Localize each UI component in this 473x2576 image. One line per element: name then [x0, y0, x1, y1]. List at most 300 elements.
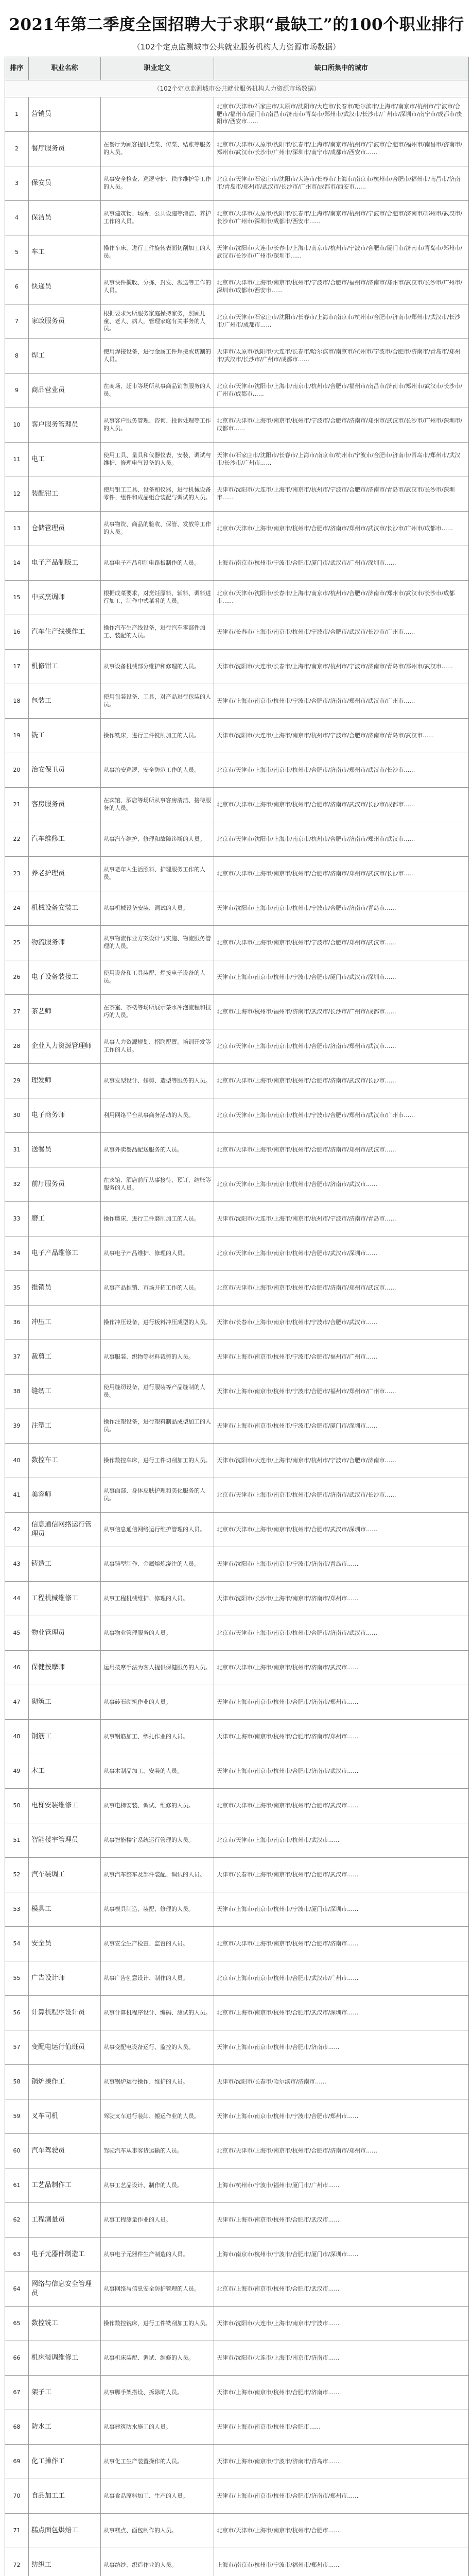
rank-cell: 25 [5, 926, 29, 960]
shortage-cities-cell: 北京市/天津市/上海市/南京市/杭州市/宁波市/合肥市/郑州市/武汉市…… [214, 926, 469, 960]
rank-cell: 6 [5, 270, 29, 304]
table-row [5, 512, 469, 546]
header-cities: 缺口所集中的城市 [214, 57, 469, 80]
occupation-name-cell: 安全员 [29, 1927, 101, 1961]
occupation-definition-cell: 从事外卖餐品配送服务的人员。 [101, 1133, 214, 1167]
shortage-cities-cell: 北京市/天津市/上海市/南京市/杭州市/宁波市/合肥市/济南市/郑州市/武汉市/长沙市/广州市/深圳市/成都市…… [214, 408, 469, 443]
rank-cell: 50 [5, 1789, 29, 1823]
occupation-name-cell: 机修钳工 [29, 650, 101, 684]
table-row [5, 1892, 469, 1927]
rank-cell: 67 [5, 2376, 29, 2410]
occupation-definition-cell: 根据成菜要求，对烹饪原料、辅料、调料进行加工，制作中式菜肴的人员。 [101, 581, 214, 615]
rank-cell: 23 [5, 857, 29, 891]
occupation-name-cell: 电子元器件制造工 [29, 2238, 101, 2272]
occupation-name-cell: 焊工 [29, 339, 101, 374]
shortage-cities-cell: 天津市/上海市/南京市/杭州市/合肥市/济南市/郑州市…… [214, 1685, 469, 1720]
rank-cell: 51 [5, 1823, 29, 1858]
occupation-name-cell: 架子工 [29, 2376, 101, 2410]
occupation-definition-cell: 从事纺纱、织造作业的人员。 [101, 2548, 214, 2576]
occupation-name-cell: 变配电运行值班员 [29, 2030, 101, 2065]
occupation-name-cell: 客户服务管理员 [29, 408, 101, 443]
occupation-definition-cell: 从事工艺品设计、制作的人员。 [101, 2168, 214, 2203]
occupation-definition-cell: 在商场、超市等场所从事商品销售服务的人员。 [101, 374, 214, 408]
occupation-name-cell: 养老护理员 [29, 857, 101, 891]
table-row [5, 1961, 469, 1996]
table-row [5, 1409, 469, 1444]
occupation-name-cell: 模具工 [29, 1892, 101, 1927]
shortage-cities-cell: 北京市/天津市/上海市/南京市/杭州市/合肥市/济南市/武汉市/长沙市…… [214, 1478, 469, 1513]
shortage-cities-cell: 北京市/天津市/上海市/南京市/杭州市/合肥市/武汉市…… [214, 1789, 469, 1823]
shortage-cities-cell: 北京市/天津市/上海市/南京市/杭州市/合肥市/武汉市/深圳市…… [214, 1513, 469, 1547]
table-row [5, 788, 469, 822]
occupation-definition-cell: 从事快件揽收、分拣、封发、派送等工作的人员。 [101, 270, 214, 304]
occupation-name-cell: 钢筋工 [29, 1720, 101, 1754]
rank-cell: 39 [5, 1409, 29, 1444]
table-row [5, 1133, 469, 1167]
occupation-name-cell: 茶艺师 [29, 995, 101, 1029]
shortage-cities-cell: 北京市/天津市/沈阳市/长春市/上海市/南京市/杭州市/合肥市/济南市/郑州市/武汉市/长沙市/成都市…… [214, 581, 469, 615]
occupation-definition-cell: 从事建筑防水施工的人员。 [101, 2410, 214, 2445]
occupation-name-cell: 智能楼宇管理员 [29, 1823, 101, 1858]
table-row [5, 339, 469, 374]
occupation-definition-cell: 操作铣床，进行工件铣削加工的人员。 [101, 719, 214, 753]
occupation-definition-cell: 从事铸型制作、金属熔炼浇注的人员。 [101, 1547, 214, 1582]
shortage-cities-cell: 北京市/天津市/上海市/南京市/杭州市/济南市/武汉市…… [214, 1651, 469, 1685]
shortage-cities-cell: 北京市/天津市/上海市/南京市/杭州市/合肥市/济南市/武汉市…… [214, 1616, 469, 1651]
table-row [5, 2548, 469, 2576]
occupation-definition-cell: 从事物业管理服务的人员。 [101, 1616, 214, 1651]
rank-cell: 22 [5, 822, 29, 857]
table-row [5, 1340, 469, 1375]
occupation-definition-cell: 利用网络平台从事商务活动的人员。 [101, 1098, 214, 1133]
rank-cell: 70 [5, 2479, 29, 2514]
rank-cell: 30 [5, 1098, 29, 1133]
rank-cell: 62 [5, 2203, 29, 2238]
occupation-definition-cell: 从事食品原料加工、生产的人员。 [101, 2479, 214, 2514]
shortage-cities-cell: 天津市/上海市/南京市/杭州市/宁波市/合肥市/济南市/郑州市/武汉市/广州市…… [214, 684, 469, 719]
occupation-name-cell: 美容师 [29, 1478, 101, 1513]
occupation-definition-cell: 从事锅炉运行操作、维护的人员。 [101, 2065, 214, 2099]
occupation-name-cell: 餐厅服务员 [29, 132, 101, 166]
table-row [5, 97, 469, 132]
occupation-definition-cell: 从事电子元器件生产制造的人员。 [101, 2238, 214, 2272]
table-row [5, 2307, 469, 2341]
occupation-definition-cell: 使用缝纫设备，进行服装等产品缝制的人员。 [101, 1375, 214, 1409]
shortage-cities-cell: 天津市/太原市/沈阳市/大连市/长春市/哈尔滨市/南京市/杭州市/宁波市/合肥市/济南市/青岛市/郑州市/武汉市/长沙市/广州市/成都市…… [214, 339, 469, 374]
rank-cell: 53 [5, 1892, 29, 1927]
occupation-definition-cell [101, 97, 214, 132]
shortage-cities-cell: 北京市/天津市/上海市/南京市/杭州市/合肥市/济南市…… [214, 1927, 469, 1961]
rank-cell: 7 [5, 304, 29, 339]
rank-cell: 12 [5, 477, 29, 512]
rank-cell: 29 [5, 1064, 29, 1098]
shortage-cities-cell: 北京市/上海市/南京市/杭州市/合肥市/武汉市/广州市…… [214, 1961, 469, 1996]
occupation-name-cell: 数控铣工 [29, 2307, 101, 2341]
shortage-cities-cell: 北京市/天津市/上海市/南京市/杭州市/合肥市/济南市/武汉市/长沙市…… [214, 1064, 469, 1098]
table-row [5, 1513, 469, 1547]
shortage-cities-cell: 天津市/沈阳市/上海市/南京市/杭州市/宁波市/合肥市/济南市/青岛市…… [214, 891, 469, 926]
occupation-name-cell: 裁剪工 [29, 1340, 101, 1375]
shortage-cities-cell: 北京市/天津市/上海市/南京市/杭州市/合肥市/济南市/郑州市/武汉市/长沙市…… [214, 753, 469, 788]
header-rank: 排序 [5, 57, 29, 80]
shortage-cities-cell: 天津市/上海市/南京市/杭州市/宁波市/合肥市/郑州市…… [214, 2099, 469, 2134]
occupation-definition-cell: 使用设备和工具装配、焊接电子设备的人员。 [101, 960, 214, 995]
occupation-name-cell: 机械设备安装工 [29, 891, 101, 926]
shortage-cities-cell: 天津市/沈阳市/大连市/上海市/南京市/杭州市/宁波市/合肥市/济南市…… [214, 1444, 469, 1478]
shortage-cities-cell: 北京市/天津市/上海市/南京市/杭州市/合肥市/济南市/武汉市/长沙市/成都市…… [214, 788, 469, 822]
shortage-cities-cell: 北京市/天津市/上海市/南京市/杭州市/合肥市/济南市/郑州市…… [214, 2134, 469, 2168]
shortage-cities-cell: 北京市/天津市/石家庄市/太原市/沈阳市/大连市/长春市/哈尔滨市/上海市/南京市/杭州市/宁波市/合肥市/福州市/厦门市/南昌市/济南市/青岛市/郑州市/武汉市/长沙市/广州市/深圳市/南宁市/成都市/贵阳市/西安市…… [214, 97, 469, 132]
rank-cell: 60 [5, 2134, 29, 2168]
occupation-definition-cell: 从事脚手架搭设、拆除的人员。 [101, 2376, 214, 2410]
page-title: 2021年第二季度全国招聘大于求职“最缺工”的100个职业排行 [9, 15, 464, 34]
occupation-name-cell: 汽车维修工 [29, 822, 101, 857]
occupation-definition-cell: 从事物资、商品的验收、保管、发放等工作的人员。 [101, 512, 214, 546]
rank-cell: 1 [5, 97, 29, 132]
shortage-cities-cell: 天津市/沈阳市/长沙市/上海市/南京市/济南市/郑州市…… [214, 1582, 469, 1616]
occupation-definition-cell: 从事砖石砌筑作业的人员。 [101, 1685, 214, 1720]
occupation-definition-cell: 从事面部、身体皮肤护理和美化服务的人员。 [101, 1478, 214, 1513]
rank-cell: 26 [5, 960, 29, 995]
shortage-cities-cell: 北京市/天津市/上海市/南京市/杭州市/合肥市/济南市/郑州市/武汉市…… [214, 1133, 469, 1167]
occupation-name-cell: 理发师 [29, 1064, 101, 1098]
occupation-definition-cell: 从事模具制造、装配、修理的人员。 [101, 1892, 214, 1927]
rank-cell: 13 [5, 512, 29, 546]
occupation-definition-cell: 从事物流作业方案设计与实施、物流服务管理的人员。 [101, 926, 214, 960]
rank-cell: 24 [5, 891, 29, 926]
rank-cell: 43 [5, 1547, 29, 1582]
occupation-definition-cell: 在茶室、茶楼等场所展示茶水冲泡流程和技巧的人员。 [101, 995, 214, 1029]
table-row [5, 1444, 469, 1478]
occupation-name-cell: 物业管理员 [29, 1616, 101, 1651]
shortage-cities-cell: 上海市/南京市/杭州市/宁波市/合肥市/厦门市/深圳市…… [214, 2238, 469, 2272]
rank-cell: 34 [5, 1236, 29, 1271]
occupation-definition-cell: 操作数控车床，进行工件切削加工的人员。 [101, 1444, 214, 1478]
shortage-cities-cell: 北京市/天津市/太原市/沈阳市/长春市/上海市/南京市/杭州市/宁波市/合肥市/济南市/郑州市/武汉市/长沙市/广州市/深圳市/成都市/西安市…… [214, 201, 469, 235]
occupation-definition-cell: 使用焊接设备，进行金属工件焊接或切割的人员。 [101, 339, 214, 374]
rank-cell: 28 [5, 1029, 29, 1064]
table-row [5, 1720, 469, 1754]
occupation-name-cell: 企业人力资源管理师 [29, 1029, 101, 1064]
table-row [5, 2514, 469, 2548]
occupation-definition-cell: 从事安全生产检查、监督的人员。 [101, 1927, 214, 1961]
table-row [5, 443, 469, 477]
shortage-cities-cell: 天津市/上海市/南京市/杭州市/合肥市/武汉市…… [214, 2203, 469, 2238]
rank-cell: 44 [5, 1582, 29, 1616]
table-row [5, 1306, 469, 1340]
table-row [5, 719, 469, 753]
occupation-name-cell: 电工 [29, 443, 101, 477]
rank-cell: 54 [5, 1927, 29, 1961]
shortage-cities-cell: 北京市/天津市/上海市/南京市/杭州市/合肥市/济南市/郑州市/武汉市/长沙市…… [214, 857, 469, 891]
table-row [5, 132, 469, 166]
occupation-definition-cell: 从事网络与信息安全防护管理的人员。 [101, 2272, 214, 2307]
rank-cell: 8 [5, 339, 29, 374]
rank-cell: 63 [5, 2238, 29, 2272]
table-row [5, 1064, 469, 1098]
occupation-name-cell: 冲压工 [29, 1306, 101, 1340]
occupation-definition-cell: 从事治安巡逻、安全防范工作的人员。 [101, 753, 214, 788]
table-row [5, 1271, 469, 1306]
shortage-cities-cell: 天津市/上海市/南京市/杭州市/合肥市/济南市…… [214, 2376, 469, 2410]
shortage-cities-cell: 天津市/上海市/南京市/杭州市/合肥市/济南市/武汉市…… [214, 1754, 469, 1789]
table-row [5, 2479, 469, 2514]
rank-cell: 46 [5, 1651, 29, 1685]
shortage-cities-cell: 天津市/沈阳市/大连市/长春市/上海市/南京市/杭州市/宁波市/济南市/青岛市/郑州市/武汉市…… [214, 650, 469, 684]
table-row [5, 374, 469, 408]
rank-cell: 14 [5, 546, 29, 581]
shortage-cities-cell: 北京市/天津市/太原市/沈阳市/长春市/上海市/南京市/杭州市/宁波市/合肥市/福州市/南昌市/济南市/郑州市/武汉市/长沙市/广州市/深圳市/南宁市/成都市/西安市…… [214, 132, 469, 166]
table-row [5, 1478, 469, 1513]
table-row [5, 1754, 469, 1789]
table-row [5, 2099, 469, 2134]
shortage-cities-cell: 天津市/沈阳市/大连市/上海市/南京市/济南市…… [214, 2341, 469, 2376]
table-row [5, 408, 469, 443]
occupation-name-cell: 化工操作工 [29, 2445, 101, 2479]
occupation-definition-cell: 在宾馆、酒店等场所从事客房清洁、接待服务的人员。 [101, 788, 214, 822]
occupation-definition-cell: 操作汽车生产线设备，进行汽车零部件加工、装配的人员。 [101, 615, 214, 650]
occupation-definition-cell: 操作数控铣床，进行工件铣削加工的人员。 [101, 2307, 214, 2341]
rank-cell: 16 [5, 615, 29, 650]
occupation-name-cell: 木工 [29, 1754, 101, 1789]
rank-cell: 52 [5, 1858, 29, 1892]
occupation-definition-cell: 在餐厅为顾客提供点菜、传菜、结账等服务的人员。 [101, 132, 214, 166]
rank-cell: 48 [5, 1720, 29, 1754]
rank-cell: 69 [5, 2445, 29, 2479]
occupation-name-cell: 工程机械维修工 [29, 1582, 101, 1616]
table-row [5, 995, 469, 1029]
rank-cell: 66 [5, 2341, 29, 2376]
table-row [5, 2168, 469, 2203]
occupation-name-cell: 保安员 [29, 166, 101, 201]
rank-cell: 2 [5, 132, 29, 166]
occupation-name-cell: 广告设计师 [29, 1961, 101, 1996]
table-row [5, 166, 469, 201]
rank-cell: 64 [5, 2272, 29, 2307]
rank-cell: 41 [5, 1478, 29, 1513]
rank-cell: 57 [5, 2030, 29, 2065]
rank-cell: 17 [5, 650, 29, 684]
occupation-name-cell: 食品加工工 [29, 2479, 101, 2514]
occupation-definition-cell: 从事人力资源规划、招聘配置、培训开发等工作的人员。 [101, 1029, 214, 1064]
occupation-name-cell: 推销员 [29, 1271, 101, 1306]
shortage-cities-cell: 天津市/上海市/南京市/杭州市/宁波市/合肥市/厦门市/深圳市…… [214, 1409, 469, 1444]
table-row [5, 857, 469, 891]
occupation-name-cell: 纺织工 [29, 2548, 101, 2576]
occupation-name-cell: 磨工 [29, 1202, 101, 1236]
table-row [5, 1996, 469, 2030]
rank-cell: 18 [5, 684, 29, 719]
shortage-cities-cell: 北京市/天津市/沈阳市/上海市/南京市/杭州市/合肥市/济南市/郑州市/武汉市…… [214, 822, 469, 857]
occupation-name-cell: 物流服务师 [29, 926, 101, 960]
header-definition: 职业定义 [101, 57, 214, 80]
table-row [5, 2065, 469, 2099]
table-row [5, 546, 469, 581]
occupation-name-cell: 锅炉操作工 [29, 2065, 101, 2099]
occupation-name-cell: 保健按摩师 [29, 1651, 101, 1685]
occupation-name-cell: 送餐员 [29, 1133, 101, 1167]
occupation-definition-cell: 从事汽车整车及部件装配、调试的人员。 [101, 1858, 214, 1892]
table-row [5, 581, 469, 615]
table-row [5, 1029, 469, 1064]
shortage-cities-cell: 天津市/上海市/南京市/杭州市/合肥市/济南市/郑州市…… [214, 1720, 469, 1754]
occupation-definition-cell: 从事设备机械部分维护和修理的人员。 [101, 650, 214, 684]
occupation-definition-cell: 根据要求为所服务家庭操持家务，照顾儿童、老人、病人，管理家庭有关事务的人员。 [101, 304, 214, 339]
shortage-cities-cell: 北京市/天津市/石家庄市/沈阳市/长春市/上海市/南京市/杭州市/合肥市/济南市/郑州市/武汉市/长沙市/广州市/成都市…… [214, 304, 469, 339]
rank-cell: 11 [5, 443, 29, 477]
occupation-definition-cell: 从事机械设备安装、调试的人员。 [101, 891, 214, 926]
rank-cell: 21 [5, 788, 29, 822]
shortage-cities-cell: 上海市/南京市/杭州市/宁波市/福州市/郑州市…… [214, 2548, 469, 2576]
table-row [5, 1167, 469, 1202]
occupation-name-cell: 计算机程序设计员 [29, 1996, 101, 2030]
table-row [5, 1927, 469, 1961]
table-row [5, 1789, 469, 1823]
shortage-cities-cell: 天津市/石家庄市/沈阳市/长春市/上海市/南京市/杭州市/宁波市/合肥市/济南市/青岛市/郑州市/武汉市/长沙市/广州市…… [214, 443, 469, 477]
occupation-name-cell: 铣工 [29, 719, 101, 753]
rank-cell: 59 [5, 2099, 29, 2134]
occupation-name-cell: 汽车生产线操作工 [29, 615, 101, 650]
header-occupation: 职业名称 [29, 57, 101, 80]
rank-cell: 27 [5, 995, 29, 1029]
occupation-definition-cell: 从事钢筋加工、绑扎作业的人员。 [101, 1720, 214, 1754]
rank-cell: 31 [5, 1133, 29, 1167]
rank-cell: 42 [5, 1513, 29, 1547]
occupation-name-cell: 前厅服务员 [29, 1167, 101, 1202]
occupation-name-cell: 缝纫工 [29, 1375, 101, 1409]
table-row [5, 235, 469, 270]
rank-cell: 15 [5, 581, 29, 615]
occupation-name-cell: 电子设备装接工 [29, 960, 101, 995]
occupation-name-cell: 仓储管理员 [29, 512, 101, 546]
shortage-cities-cell: 上海市/杭州市/宁波市/福州市/厦门市/广州市…… [214, 2168, 469, 2203]
occupation-definition-cell: 从事糕点、面包制作的人员。 [101, 2514, 214, 2548]
occupation-definition-cell: 从事安全检查、巡逻守护、秩序维护等工作的人员。 [101, 166, 214, 201]
shortage-cities-cell: 天津市/上海市/南京市/杭州市/合肥市/济南市…… [214, 2030, 469, 2065]
occupation-name-cell: 治安保卫员 [29, 753, 101, 788]
occupation-name-cell: 叉车司机 [29, 2099, 101, 2134]
shortage-cities-cell: 天津市/长春市/上海市/南京市/杭州市/宁波市/合肥市/武汉市/长沙市/广州市…… [214, 615, 469, 650]
occupation-definition-cell: 驾驶汽车从事客货运输的人员。 [101, 2134, 214, 2168]
occupation-definition-cell: 从事汽车维护、修理和故障诊断的人员。 [101, 822, 214, 857]
occupation-name-cell: 商品营业员 [29, 374, 101, 408]
occupation-name-cell: 机床装调维修工 [29, 2341, 101, 2376]
occupation-definition-cell: 从事工程机械维护、修理的人员。 [101, 1582, 214, 1616]
occupation-name-cell: 信息通信网络运行管理员 [29, 1513, 101, 1547]
occupation-definition-cell: 从事变配电设备运行、监控的人员。 [101, 2030, 214, 2065]
table-row [5, 2030, 469, 2065]
table-row [5, 684, 469, 719]
shortage-cities-cell: 天津市/长春市/上海市/南京市/杭州市/宁波市/合肥市/武汉市…… [214, 1306, 469, 1340]
occupation-definition-cell: 从事计算机程序设计、编码、测试的人员。 [101, 1996, 214, 2030]
table-row [5, 753, 469, 788]
occupation-definition-cell: 运用按摩手法为客人提供保健服务的人员。 [101, 1651, 214, 1685]
table-row [5, 1098, 469, 1133]
occupation-name-cell: 砌筑工 [29, 1685, 101, 1720]
shortage-cities-cell: 北京市/天津市/上海市/南京市/杭州市/合肥市/济南市/郑州市/武汉市/长沙市/广州市/成都市…… [214, 512, 469, 546]
rank-cell: 38 [5, 1375, 29, 1409]
occupation-definition-cell: 从事电梯安装、调试、维修的人员。 [101, 1789, 214, 1823]
shortage-cities-cell: 天津市/上海市/南京市/杭州市/宁波市/合肥市/福州市/郑州市/广州市…… [214, 1375, 469, 1409]
occupation-definition-cell: 从事信息通信网络运行维护管理的人员。 [101, 1513, 214, 1547]
shortage-cities-cell: 北京市/天津市/上海市/南京市/杭州市/合肥市/济南市/武汉市…… [214, 1167, 469, 1202]
table-row [5, 2134, 469, 2168]
occupation-name-cell: 注塑工 [29, 1409, 101, 1444]
occupation-name-cell: 客房服务员 [29, 788, 101, 822]
table-row [5, 1858, 469, 1892]
shortage-cities-cell: 天津市/沈阳市/大连市/上海市/南京市/杭州市/宁波市/合肥市/济南市/青岛市/武汉市/长沙市/深圳市…… [214, 477, 469, 512]
occupation-name-cell: 工艺品制作工 [29, 2168, 101, 2203]
shortage-cities-cell: 北京市/天津市/上海市/南京市/杭州市/宁波市/合肥市/福州市/济南市/郑州市/武汉市/长沙市/广州市/深圳市/成都市/西安市…… [214, 270, 469, 304]
occupation-definition-cell: 从事木制品加工、安装的人员。 [101, 1754, 214, 1789]
table-row [5, 960, 469, 995]
occupation-definition-cell: 从事广告创意设计、制作的人员。 [101, 1961, 214, 1996]
table-row [5, 2238, 469, 2272]
rank-cell: 72 [5, 2548, 29, 2576]
rank-cell: 33 [5, 1202, 29, 1236]
occupation-definition-cell: 从事化工生产装置操作的人员。 [101, 2445, 214, 2479]
rank-cell: 71 [5, 2514, 29, 2548]
table-row [5, 2445, 469, 2479]
occupation-definition-cell: 从事发型设计、修剪、造型等服务的人员。 [101, 1064, 214, 1098]
shortage-cities-cell: 北京市/上海市/南京市/杭州市/合肥市/武汉市…… [214, 2272, 469, 2307]
shortage-cities-cell: 天津市/沈阳市/大连市/上海市/南京市/宁波市…… [214, 2307, 469, 2341]
rank-cell: 19 [5, 719, 29, 753]
occupation-name-cell: 快递员 [29, 270, 101, 304]
shortage-cities-cell: 天津市/上海市/南京市/杭州市/宁波市/合肥市/厦门市/武汉市/深圳市…… [214, 960, 469, 995]
occupation-definition-cell: 从事建筑物、场所、公共设施等清洁、养护工作的人员。 [101, 201, 214, 235]
rank-cell: 35 [5, 1271, 29, 1306]
occupation-name-cell: 装配钳工 [29, 477, 101, 512]
table-row [5, 1202, 469, 1236]
occupation-definition-cell: 从事工程测量作业的人员。 [101, 2203, 214, 2238]
rank-cell: 3 [5, 166, 29, 201]
occupation-definition-cell: 从事老年人生活照料、护理服务工作的人员。 [101, 857, 214, 891]
shortage-cities-cell: 北京市/天津市/上海市/南京市/杭州市/合肥市…… [214, 2514, 469, 2548]
table-row [5, 1236, 469, 1271]
rank-cell: 40 [5, 1444, 29, 1478]
occupation-name-cell: 汽车驾驶员 [29, 2134, 101, 2168]
occupation-name-cell: 工程测量员 [29, 2203, 101, 2238]
rank-cell: 49 [5, 1754, 29, 1789]
rank-cell: 10 [5, 408, 29, 443]
occupation-definition-cell: 操作冲压设备，进行板料冲压成型的人员。 [101, 1306, 214, 1340]
rank-cell: 47 [5, 1685, 29, 1720]
occupation-name-cell: 电子商务师 [29, 1098, 101, 1133]
page-subtitle: （102个定点监测城市公共就业服务机构人力资源市场数据） [132, 42, 341, 52]
table-row [5, 926, 469, 960]
shortage-cities-cell: 天津市/沈阳市/长春市/哈尔滨市/济南市…… [214, 2065, 469, 2099]
table-row [5, 270, 469, 304]
table-row [5, 304, 469, 339]
rank-cell: 20 [5, 753, 29, 788]
occupation-name-cell: 汽车装调工 [29, 1858, 101, 1892]
rank-cell: 61 [5, 2168, 29, 2203]
table-row [5, 822, 469, 857]
occupation-name-cell: 铸造工 [29, 1547, 101, 1582]
table-row [5, 477, 469, 512]
occupation-name-cell: 包装工 [29, 684, 101, 719]
rank-cell: 58 [5, 2065, 29, 2099]
table-row [5, 1547, 469, 1582]
shortage-cities-cell: 天津市/上海市/南京市/杭州市/合肥市…… [214, 2410, 469, 2445]
rank-cell: 56 [5, 1996, 29, 2030]
occupation-definition-cell: 使用钳工工具、设备和仪器，进行机械设备零件、组件和成品组合装配与调试的人员。 [101, 477, 214, 512]
occupation-definition-cell: 从事电子产品印制电路板制作的人员。 [101, 546, 214, 581]
table-row [5, 2410, 469, 2445]
rank-cell: 45 [5, 1616, 29, 1651]
occupation-name-cell: 保洁员 [29, 201, 101, 235]
